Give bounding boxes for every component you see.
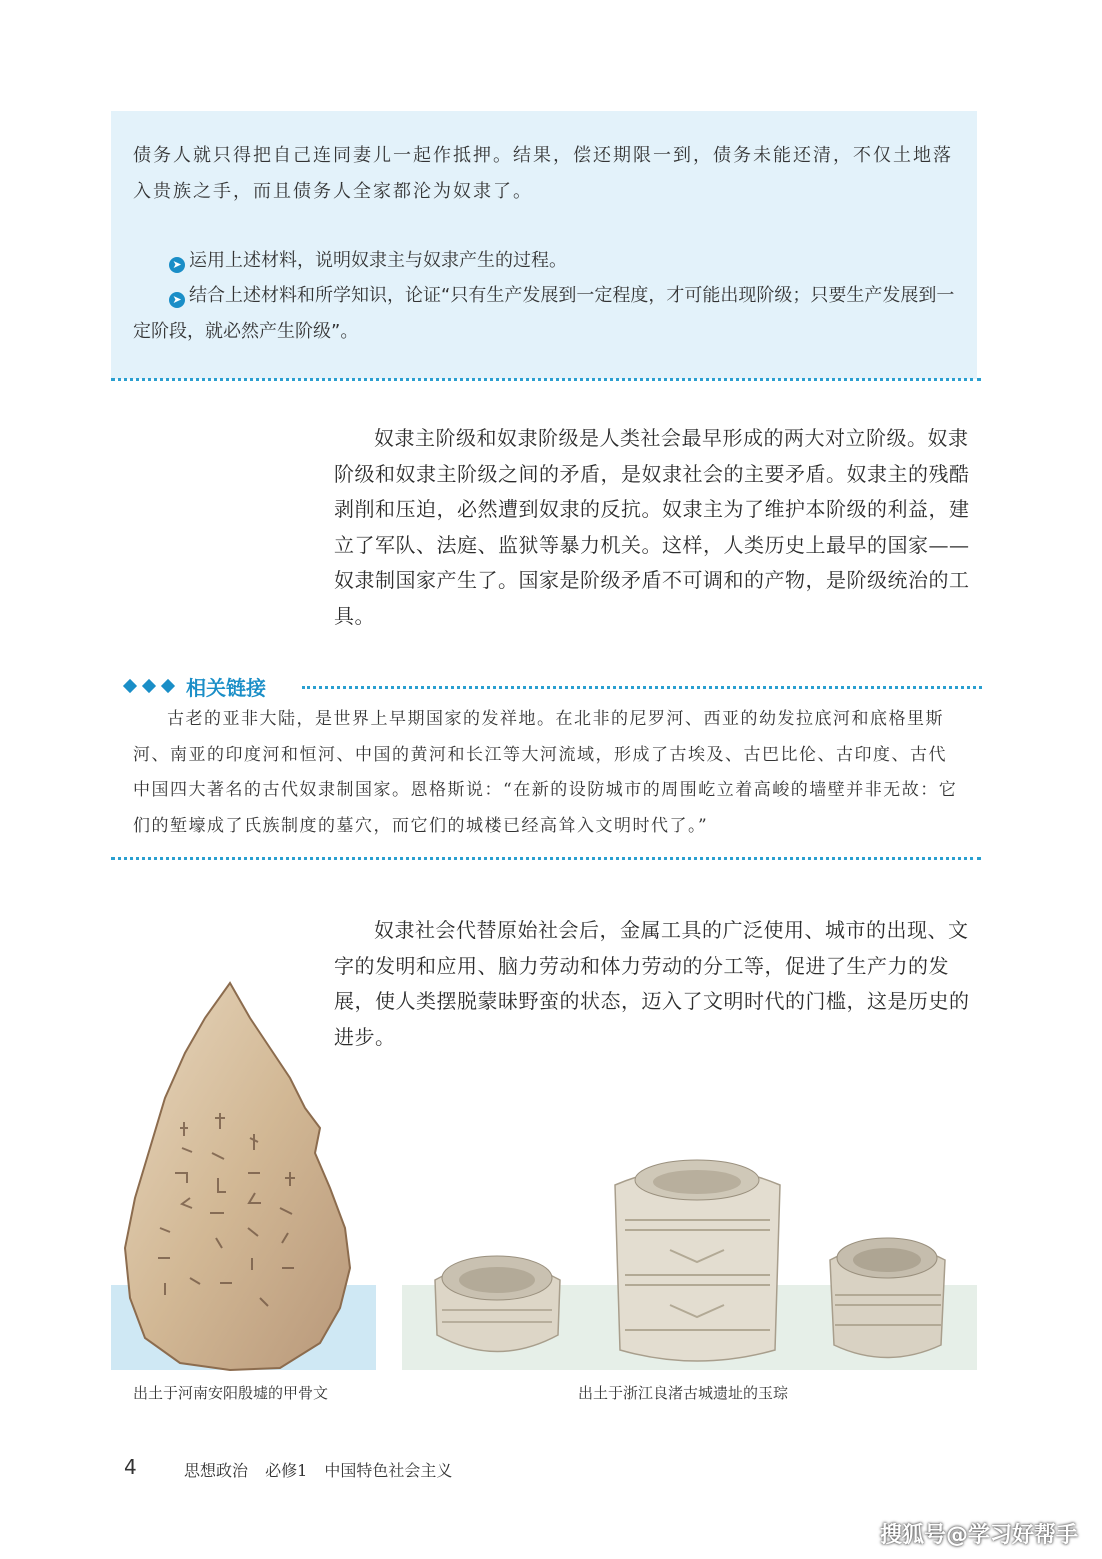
jade-cong-image-center <box>610 1150 785 1370</box>
body-paragraph-2: 奴隶社会代替原始社会后，金属工具的广泛使用、城市的出现、文字的发明和应用、脑力劳动和体力劳动的分工等，促进了生产力的发展，使人类摆脱蒙昧野蛮的状态，迈入了文明时代的门槛，这是历史的进步。 <box>334 918 970 1049</box>
book-title: 思想政治 必修1 中国特色社会主义 <box>184 1461 453 1480</box>
caption-jade-cong: 出土于浙江良渚古城遗址的玉琮 <box>578 1384 789 1402</box>
question-2 <box>133 278 961 350</box>
material-text: 债务人就只得把自己连同妻儿一起作抵押。结果，偿还期限一到，债务未能还清，不仅土地落入贵族之手，而且债务人全家都沦为奴隶了。 <box>133 145 953 202</box>
diamond-icon <box>142 679 156 693</box>
caption-oracle-bone: 出土于河南安阳殷墟的甲骨文 <box>133 1384 329 1402</box>
related-link-title: 相关链接 <box>186 675 266 700</box>
watermark: 搜狐号@学习好帮手 <box>879 1523 1078 1548</box>
oracle-bone-image <box>120 978 360 1373</box>
question-1-text: 运用上述材料，说明奴隶主与奴隶产生的过程。 <box>189 250 567 271</box>
question-2-text: 结合上述材料和所学知识，论证“只有生产发展到一定程度，才可能出现阶级；只要生产发展到一定阶段，就必然产生阶级”。 <box>133 285 955 342</box>
diamond-icon <box>161 679 175 693</box>
question-1 <box>133 243 961 279</box>
body-paragraph-1: 奴隶主阶级和奴隶阶级是人类社会最早形成的两大对立阶级。奴隶阶级和奴隶主阶级之间的矛盾，是奴隶社会的主要矛盾。奴隶主的残酷剥削和压迫，必然遭到奴隶的反抗。奴隶主为了维护本阶级的利益，建立了军队、法庭、监狱等暴力机关。这样，人类历史上最早的国家——奴隶制国家产生了。国家是阶级矛盾不可调和的产物，是阶级统治的工具。 <box>334 426 970 628</box>
jade-cong-image-right <box>825 1225 950 1370</box>
divider-dotted <box>302 686 982 689</box>
jade-cong-image-left <box>430 1240 565 1370</box>
arrow-bullet-icon: ➤ <box>169 292 185 308</box>
related-link-header <box>125 671 266 701</box>
diamond-icon <box>123 679 137 693</box>
divider-dotted <box>111 857 981 860</box>
related-link-text: 古老的亚非大陆，是世界上早期国家的发祥地。在北非的尼罗河、西亚的幼发拉底河和底格里斯河、南亚的印度河和恒河、中国的黄河和长江等大河流域，形成了古埃及、古巴比伦、古印度、古代中国四大著名的古代奴隶制国家。恩格斯说：“在新的设防城市的周围屹立着高峻的墙壁并非无故：它们的堑壕成了氏族制度的墓穴，而它们的城楼已经高耸入文明时代了。” <box>133 709 958 836</box>
arrow-bullet-icon: ➤ <box>169 257 185 273</box>
divider-dotted <box>111 378 981 381</box>
page-number: 4 <box>124 1455 137 1479</box>
